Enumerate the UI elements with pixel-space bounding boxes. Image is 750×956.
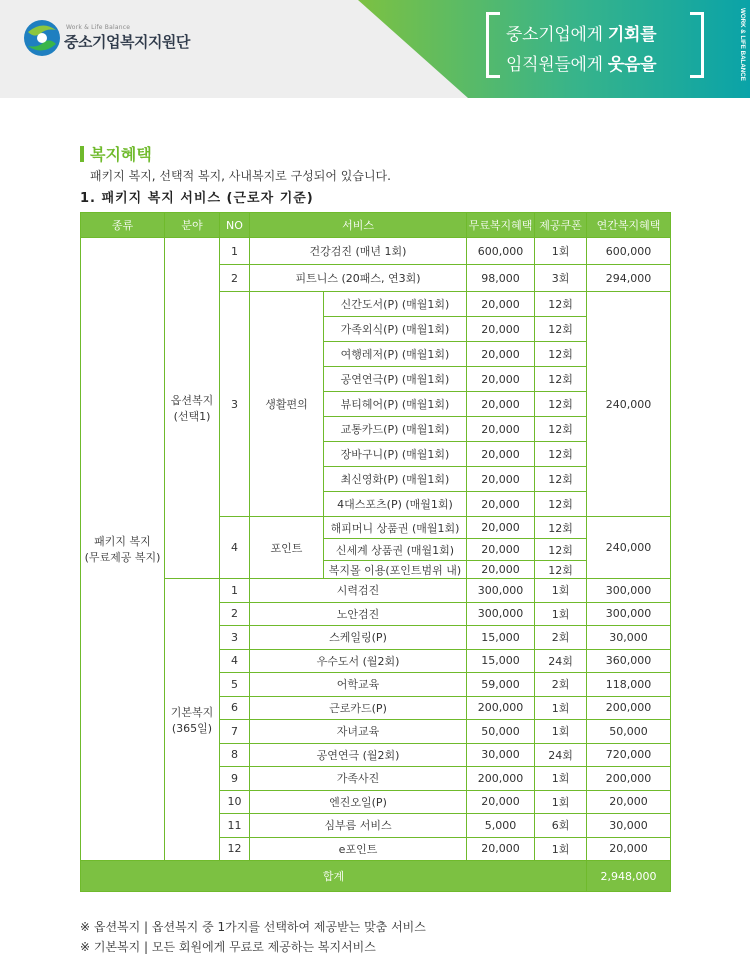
free-benefit: 50,000 bbox=[467, 720, 535, 744]
service-name: 우수도서 (월2회) bbox=[250, 649, 467, 673]
service-name: 엔진오일(P) bbox=[250, 790, 467, 814]
package-type-cell: 패키지 복지 (무료제공 복지) bbox=[81, 238, 165, 861]
row-no: 4 bbox=[220, 649, 250, 673]
coupon-count: 1회 bbox=[535, 790, 587, 814]
annual-benefit: 720,000 bbox=[587, 743, 671, 767]
service-name: 근로카드(P) bbox=[250, 696, 467, 720]
company-logo-icon bbox=[22, 18, 62, 58]
header-no: NO bbox=[220, 213, 250, 238]
free-benefit: 20,000 bbox=[467, 837, 535, 861]
free-benefit: 300,000 bbox=[467, 579, 535, 603]
free-benefit: 20,000 bbox=[467, 417, 535, 442]
logo-text: 중소기업복지지원단 bbox=[64, 33, 190, 51]
row-no: 9 bbox=[220, 767, 250, 791]
header-annual: 연간복지혜택 bbox=[587, 213, 671, 238]
annual-benefit: 30,000 bbox=[587, 626, 671, 650]
tagline-line-1: 중소기업에게 기회를 bbox=[506, 25, 657, 45]
free-benefit: 20,000 bbox=[467, 392, 535, 417]
row-no: 7 bbox=[220, 720, 250, 744]
coupon-count: 1회 bbox=[535, 837, 587, 861]
row-no: 3 bbox=[220, 626, 250, 650]
service-name: 가족외식(P) (매월1회) bbox=[324, 317, 467, 342]
row-no: 2 bbox=[220, 265, 250, 292]
coupon-count: 12회 bbox=[535, 392, 587, 417]
table-title: 1. 패키지 복지 서비스 (근로자 기준) bbox=[80, 191, 314, 206]
annual-benefit: 360,000 bbox=[587, 649, 671, 673]
total-label: 합계 bbox=[81, 861, 587, 892]
coupon-count: 2회 bbox=[535, 673, 587, 697]
vertical-slogan bbox=[738, 6, 748, 94]
row-no: 12 bbox=[220, 837, 250, 861]
free-benefit: 20,000 bbox=[467, 517, 535, 539]
free-benefit: 20,000 bbox=[467, 292, 535, 317]
service-name: 신간도서(P) (매월1회) bbox=[324, 292, 467, 317]
free-benefit: 20,000 bbox=[467, 539, 535, 561]
free-benefit: 20,000 bbox=[467, 342, 535, 367]
table-header-row bbox=[81, 213, 671, 238]
free-benefit: 20,000 bbox=[467, 492, 535, 517]
row-no: 1 bbox=[220, 238, 250, 265]
free-benefit: 59,000 bbox=[467, 673, 535, 697]
coupon-count: 12회 bbox=[535, 292, 587, 317]
free-benefit: 20,000 bbox=[467, 467, 535, 492]
service-name: 4대스포츠(P) (매월1회) bbox=[324, 492, 467, 517]
service-name: 심부름 서비스 bbox=[250, 814, 467, 838]
service-name: 복지몰 이용(포인트범위 내) bbox=[324, 561, 467, 579]
free-benefit: 5,000 bbox=[467, 814, 535, 838]
free-benefit: 20,000 bbox=[467, 442, 535, 467]
coupon-count: 12회 bbox=[535, 367, 587, 392]
service-name: 공연연극 (월2회) bbox=[250, 743, 467, 767]
annual-benefit: 240,000 bbox=[587, 517, 671, 579]
free-benefit: 20,000 bbox=[467, 317, 535, 342]
annual-benefit: 118,000 bbox=[587, 673, 671, 697]
free-benefit: 98,000 bbox=[467, 265, 535, 292]
row-no: 2 bbox=[220, 602, 250, 626]
row-no: 6 bbox=[220, 696, 250, 720]
table-row bbox=[81, 238, 671, 265]
section-title: 복지혜택 bbox=[90, 145, 152, 164]
section-title-marker bbox=[80, 146, 84, 162]
header-type: 종류 bbox=[81, 213, 165, 238]
coupon-count: 1회 bbox=[535, 720, 587, 744]
coupon-count: 24회 bbox=[535, 743, 587, 767]
header-coupon: 제공쿠폰 bbox=[535, 213, 587, 238]
row-no: 10 bbox=[220, 790, 250, 814]
row-no: 8 bbox=[220, 743, 250, 767]
service-name: 장바구니(P) (매월1회) bbox=[324, 442, 467, 467]
left-bracket-decoration bbox=[486, 12, 500, 78]
coupon-count: 12회 bbox=[535, 317, 587, 342]
coupon-count: 3회 bbox=[535, 265, 587, 292]
service-name: 피트니스 (20패스, 연3회) bbox=[250, 265, 467, 292]
free-benefit: 300,000 bbox=[467, 602, 535, 626]
right-bracket-decoration bbox=[690, 12, 704, 78]
free-benefit: 20,000 bbox=[467, 367, 535, 392]
total-row bbox=[81, 861, 671, 892]
footnote-basic: ※ 기본복지 | 모든 회원에게 무료로 제공하는 복지서비스 bbox=[80, 940, 376, 954]
service-name: 건강검진 (매년 1회) bbox=[250, 238, 467, 265]
welfare-package-table bbox=[80, 212, 671, 892]
header-field: 분야 bbox=[165, 213, 220, 238]
annual-benefit: 300,000 bbox=[587, 602, 671, 626]
logo-subtitle: Work & Life Balance bbox=[66, 24, 131, 31]
table-row bbox=[81, 579, 671, 603]
header-service: 서비스 bbox=[250, 213, 467, 238]
service-name: 자녀교육 bbox=[250, 720, 467, 744]
annual-benefit: 294,000 bbox=[587, 265, 671, 292]
free-benefit: 200,000 bbox=[467, 767, 535, 791]
row-no: 4 bbox=[220, 517, 250, 579]
coupon-count: 1회 bbox=[535, 767, 587, 791]
tagline-line-2: 임직원들에게 웃음을 bbox=[506, 55, 657, 75]
section-intro: 패키지 복지, 선택적 복지, 사내복지로 구성되어 있습니다. bbox=[90, 169, 391, 183]
row-no: 11 bbox=[220, 814, 250, 838]
service-name: 시력검진 bbox=[250, 579, 467, 603]
life-category-cell: 생활편의 bbox=[250, 292, 324, 517]
coupon-count: 12회 bbox=[535, 539, 587, 561]
service-name: 신세계 상품권 (매월1회) bbox=[324, 539, 467, 561]
basic-field-cell: 기본복지 (365일) bbox=[165, 579, 220, 861]
free-benefit: 15,000 bbox=[467, 649, 535, 673]
free-benefit: 20,000 bbox=[467, 790, 535, 814]
annual-benefit: 200,000 bbox=[587, 696, 671, 720]
coupon-count: 1회 bbox=[535, 696, 587, 720]
coupon-count: 12회 bbox=[535, 492, 587, 517]
free-benefit: 20,000 bbox=[467, 561, 535, 579]
service-name: 스케일링(P) bbox=[250, 626, 467, 650]
service-name: 해피머니 상품권 (매월1회) bbox=[324, 517, 467, 539]
annual-benefit: 30,000 bbox=[587, 814, 671, 838]
service-name: 여행레저(P) (매월1회) bbox=[324, 342, 467, 367]
coupon-count: 1회 bbox=[535, 602, 587, 626]
free-benefit: 15,000 bbox=[467, 626, 535, 650]
annual-benefit: 200,000 bbox=[587, 767, 671, 791]
annual-benefit: 240,000 bbox=[587, 292, 671, 517]
coupon-count: 12회 bbox=[535, 342, 587, 367]
annual-benefit: 20,000 bbox=[587, 790, 671, 814]
annual-benefit: 300,000 bbox=[587, 579, 671, 603]
coupon-count: 12회 bbox=[535, 442, 587, 467]
annual-benefit: 50,000 bbox=[587, 720, 671, 744]
coupon-count: 12회 bbox=[535, 467, 587, 492]
free-benefit: 30,000 bbox=[467, 743, 535, 767]
total-value: 2,948,000 bbox=[587, 861, 671, 892]
footnote-option: ※ 옵션복지 | 옵션복지 중 1가지를 선택하여 제공받는 맞춤 서비스 bbox=[80, 920, 426, 934]
svg-text:WORK & LIFE BALANCE: WORK & LIFE BALANCE bbox=[739, 8, 746, 81]
coupon-count: 1회 bbox=[535, 579, 587, 603]
service-name: 가족사진 bbox=[250, 767, 467, 791]
service-name: 교통카드(P) (매월1회) bbox=[324, 417, 467, 442]
page-header bbox=[0, 0, 750, 98]
coupon-count: 12회 bbox=[535, 417, 587, 442]
row-no: 1 bbox=[220, 579, 250, 603]
option-field-cell: 옵션복지 (선택1) bbox=[165, 238, 220, 579]
service-name: e포인트 bbox=[250, 837, 467, 861]
row-no: 3 bbox=[220, 292, 250, 517]
coupon-count: 12회 bbox=[535, 561, 587, 579]
row-no: 5 bbox=[220, 673, 250, 697]
free-benefit: 200,000 bbox=[467, 696, 535, 720]
service-name: 노안검진 bbox=[250, 602, 467, 626]
point-category-cell: 포인트 bbox=[250, 517, 324, 579]
coupon-count: 24회 bbox=[535, 649, 587, 673]
service-name: 뷰티헤어(P) (매월1회) bbox=[324, 392, 467, 417]
service-name: 공연연극(P) (매월1회) bbox=[324, 367, 467, 392]
header-free: 무료복지혜택 bbox=[467, 213, 535, 238]
coupon-count: 2회 bbox=[535, 626, 587, 650]
free-benefit: 600,000 bbox=[467, 238, 535, 265]
service-name: 최신영화(P) (매월1회) bbox=[324, 467, 467, 492]
coupon-count: 1회 bbox=[535, 238, 587, 265]
coupon-count: 12회 bbox=[535, 517, 587, 539]
coupon-count: 6회 bbox=[535, 814, 587, 838]
annual-benefit: 600,000 bbox=[587, 238, 671, 265]
service-name: 어학교육 bbox=[250, 673, 467, 697]
annual-benefit: 20,000 bbox=[587, 837, 671, 861]
